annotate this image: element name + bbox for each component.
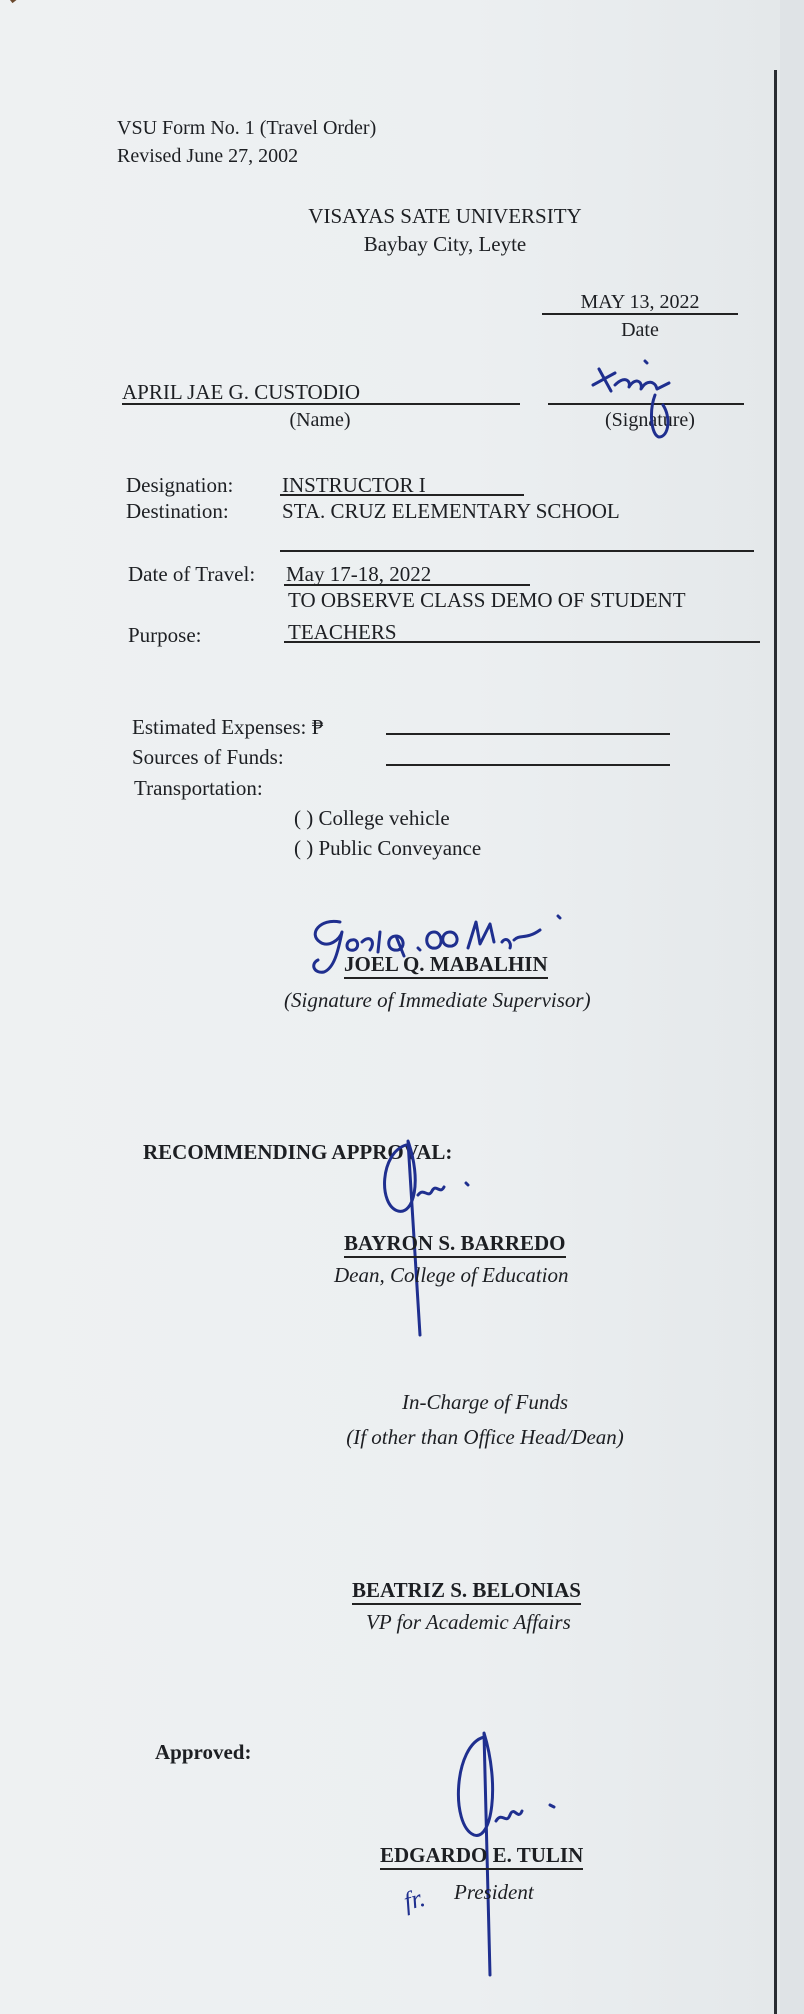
president-annotation: fr. <box>400 1882 429 1917</box>
designation-value: INSTRUCTOR I <box>282 473 426 497</box>
name-label: (Name) <box>289 409 351 431</box>
university-name: VISAYAS SATE UNIVERSITY <box>308 204 582 228</box>
travel-date-underline <box>284 584 530 586</box>
purpose-line-1: TO OBSERVE CLASS DEMO OF STUDENT <box>288 588 686 612</box>
signature-label: (Signature) <box>605 409 695 431</box>
name-underline <box>122 403 520 405</box>
president-title: President <box>454 1880 534 1904</box>
applicant-signature <box>585 355 695 445</box>
dean-title: Dean, College of Education <box>334 1263 569 1287</box>
destination-value: STA. CRUZ ELEMENTARY SCHOOL <box>282 499 620 523</box>
funds-underline <box>386 764 670 766</box>
dean-name: BAYRON S. BARREDO <box>344 1231 566 1258</box>
date-of-travel-value: May 17-18, 2022 <box>286 562 432 586</box>
recommending-heading: RECOMMENDING APPROVAL: <box>143 1140 453 1164</box>
purpose-underline <box>284 641 760 643</box>
university-address: Baybay City, Leyte <box>363 232 527 256</box>
public-conveyance-option[interactable]: ( ) Public Conveyance <box>294 836 482 860</box>
vp-title: VP for Academic Affairs <box>366 1610 571 1634</box>
purpose-label: Purpose: <box>128 623 202 647</box>
date-of-travel-label: Date of Travel: <box>128 562 256 586</box>
transportation-label: Transportation: <box>134 776 263 800</box>
president-name: EDGARDO E. TULIN <box>380 1843 583 1870</box>
supervisor-label: (Signature of Immediate Supervisor) <box>284 988 591 1012</box>
revised-date: Revised June 27, 2002 <box>117 145 299 167</box>
vp-name: BEATRIZ S. BELONIAS <box>352 1578 581 1605</box>
date-underline <box>542 313 738 315</box>
destination-underline <box>280 550 754 552</box>
supervisor-name: JOEL Q. MABALHIN <box>344 952 548 979</box>
expenses-underline <box>386 733 670 735</box>
designation-label: Designation: <box>126 473 234 497</box>
funds-line-1: In-Charge of Funds <box>401 1390 569 1414</box>
destination-label: Destination: <box>126 499 229 523</box>
date-value: MAY 13, 2022 <box>580 291 700 313</box>
purpose-line-2: TEACHERS <box>288 620 397 644</box>
date-label: Date <box>621 319 659 341</box>
approved-heading: Approved: <box>155 1740 252 1764</box>
applicant-name: APRIL JAE G. CUSTODIO <box>122 380 361 404</box>
form-number: VSU Form No. 1 (Travel Order) <box>117 117 377 139</box>
sources-of-funds-label: Sources of Funds: <box>132 745 284 769</box>
funds-line-2: (If other than Office Head/Dean) <box>346 1425 624 1449</box>
paper-edge <box>774 70 777 2014</box>
estimated-expenses-label: Estimated Expenses: ₱ <box>132 715 324 739</box>
designation-underline <box>280 494 524 496</box>
college-vehicle-option[interactable]: ( ) College vehicle <box>294 806 450 830</box>
